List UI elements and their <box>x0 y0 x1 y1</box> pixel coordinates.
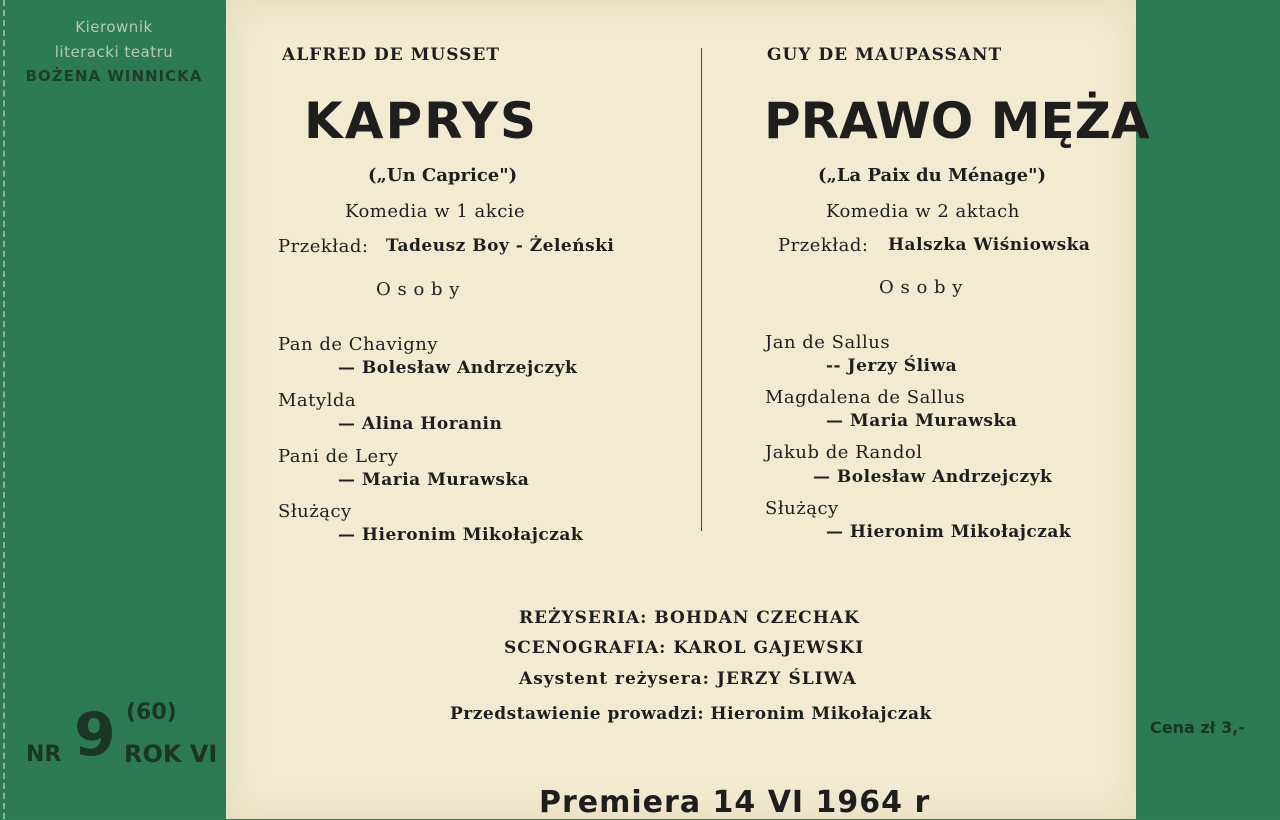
issue-number: 9 <box>74 700 116 770</box>
play1-role: Służący <box>278 501 352 522</box>
play2-original-title: („La Paix du Ménage") <box>818 165 1047 186</box>
stage-manager-credit: Przedstawienie prowadzi: Hieronim Mikołajczak <box>450 704 932 724</box>
literary-manager-name: BOŻENA WINNICKA <box>25 67 203 85</box>
play1-actor: — Hieronim Mikołajczak <box>338 525 584 545</box>
play1-role: Matylda <box>278 390 357 411</box>
play1-title: KAPRYS <box>304 92 539 150</box>
price-label: Cena zł 3,- <box>1150 718 1246 737</box>
play2-role: Magdalena de Sallus <box>765 387 966 408</box>
play2-translation-label: Przekład: <box>778 235 869 256</box>
play2-actor: -- Jerzy Śliwa <box>826 356 958 376</box>
play2-actor: — Hieronim Mikołajczak <box>826 522 1072 542</box>
issue-total: (60) <box>126 700 177 725</box>
literary-manager-label-2: literacki teatru <box>54 43 174 61</box>
play1-actor: — Alina Horanin <box>338 414 503 434</box>
play2-role: Jakub de Randol <box>765 442 923 463</box>
play1-role: Pani de Lery <box>278 446 399 467</box>
cover-left-band <box>0 0 226 819</box>
torn-edge <box>3 0 13 819</box>
issue-nr-label: NR <box>26 742 62 767</box>
assistant-director-credit: Asystent reżysera: JERZY ŚLIWA <box>519 669 857 689</box>
play2-role: Służący <box>765 498 839 519</box>
play1-original-title: („Un Caprice") <box>368 165 518 186</box>
play2-actor: — Bolesław Andrzejczyk <box>813 467 1053 487</box>
play2-role: Jan de Sallus <box>765 332 891 353</box>
literary-manager-label-1: Kierownik <box>75 18 153 36</box>
cover-right-band <box>1136 0 1280 819</box>
direction-credit: REŻYSERIA: BOHDAN CZECHAK <box>519 608 860 628</box>
play1-translator: Tadeusz Boy - Żeleński <box>386 236 615 256</box>
play1-actor: — Maria Murawska <box>338 470 530 490</box>
play2-actor: — Maria Murawska <box>826 411 1018 431</box>
play1-actor: — Bolesław Andrzejczyk <box>338 358 578 378</box>
play1-author: ALFRED DE MUSSET <box>282 45 501 65</box>
issue-year: ROK VI <box>124 740 218 768</box>
scenography-credit: SCENOGRAFIA: KAROL GAJEWSKI <box>504 638 865 658</box>
play2-genre: Komedia w 2 aktach <box>826 201 1020 222</box>
play2-title: PRAWO MĘŻA <box>764 92 1150 150</box>
play2-cast-heading: O s o b y <box>879 277 963 298</box>
column-divider <box>701 48 702 531</box>
play1-genre: Komedia w 1 akcie <box>345 201 526 222</box>
premiere-date: Premiera 14 VI 1964 r <box>539 785 931 820</box>
play1-cast-heading: O s o b y <box>376 279 460 300</box>
play2-author: GUY DE MAUPASSANT <box>767 45 1003 65</box>
play1-translation-label: Przekład: <box>278 236 369 257</box>
play1-role: Pan de Chavigny <box>278 334 439 355</box>
play2-translator: Halszka Wiśniowska <box>888 235 1091 255</box>
